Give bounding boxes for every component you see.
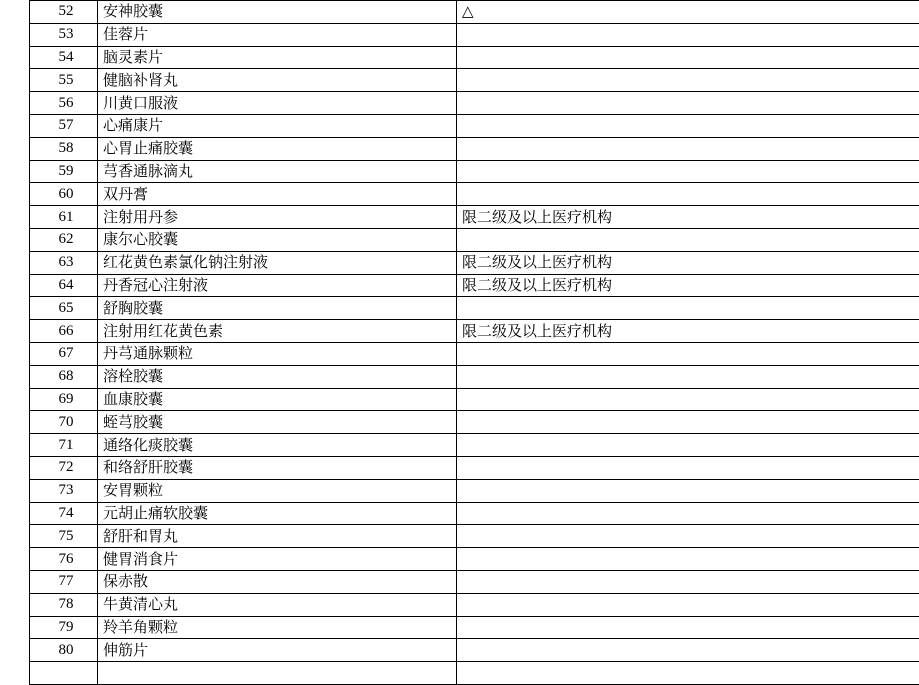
restriction-note-cell [457,434,919,457]
restriction-note-cell: 限二级及以上医疗机构 [457,206,919,229]
restriction-note-cell [457,570,919,593]
drug-name-cell: 溶栓胶囊 [98,365,457,388]
drug-name-cell: 佳蓉片 [98,23,457,46]
row-index-cell: 55 [30,69,98,92]
drug-name-cell: 和络舒肝胶囊 [98,456,457,479]
row-index-cell: 61 [30,206,98,229]
row-index-cell: 73 [30,479,98,502]
restriction-note-cell [457,69,919,92]
table-row [30,46,919,69]
restriction-note-cell [457,365,919,388]
restriction-note-cell [457,639,919,662]
row-index-cell: 56 [30,92,98,115]
drug-name-cell: 心痛康片 [98,114,457,137]
restriction-note-cell [457,92,919,115]
drug-name-cell: 芎香通脉滴丸 [98,160,457,183]
table-row [30,342,919,365]
restriction-note-cell: 限二级及以上医疗机构 [457,320,919,343]
table-row [30,502,919,525]
row-index-cell: 68 [30,365,98,388]
restriction-note-cell [457,183,919,206]
restriction-note-cell [457,46,919,69]
row-index-cell: 74 [30,502,98,525]
restriction-note-cell [457,411,919,434]
table-row [30,114,919,137]
restriction-note-cell [457,502,919,525]
drug-name-cell: 安胃颗粒 [98,479,457,502]
row-index-cell: 67 [30,342,98,365]
drug-name-cell: 注射用丹参 [98,206,457,229]
drug-name-cell: 保赤散 [98,570,457,593]
restriction-note-cell [457,548,919,571]
table-row [30,662,919,685]
table-body [30,1,919,685]
drug-name-cell: 脑灵素片 [98,46,457,69]
row-index-cell: 76 [30,548,98,571]
table-row [30,23,919,46]
row-index-cell: 70 [30,411,98,434]
restriction-note-cell [457,616,919,639]
row-index-cell: 60 [30,183,98,206]
row-index-cell: 66 [30,320,98,343]
row-index-cell: 57 [30,114,98,137]
restriction-note-cell [457,228,919,251]
drug-name-cell: 牛黄清心丸 [98,593,457,616]
restriction-note-cell [457,662,919,685]
drug-name-cell: 血康胶囊 [98,388,457,411]
drug-name-cell: 羚羊角颗粒 [98,616,457,639]
table-row [30,320,919,343]
drug-name-cell: 健脑补肾丸 [98,69,457,92]
row-index-cell: 59 [30,160,98,183]
drug-name-cell: 丹香冠心注射液 [98,274,457,297]
restriction-note-cell [457,137,919,160]
row-index-cell: 71 [30,434,98,457]
row-index-cell: 63 [30,251,98,274]
row-index-cell: 69 [30,388,98,411]
restriction-note-cell [457,456,919,479]
row-index-cell: 72 [30,456,98,479]
table-row [30,274,919,297]
restriction-note-cell: 限二级及以上医疗机构 [457,251,919,274]
row-index-cell: 78 [30,593,98,616]
row-index-cell: 64 [30,274,98,297]
row-index-cell: 75 [30,525,98,548]
table-row [30,92,919,115]
row-index-cell: 62 [30,228,98,251]
table-row [30,206,919,229]
drug-name-cell: 蛭芎胶囊 [98,411,457,434]
row-index-cell: 77 [30,570,98,593]
table-row [30,411,919,434]
table-row [30,69,919,92]
row-index-cell [30,662,98,685]
drug-name-cell [98,662,457,685]
table-row [30,388,919,411]
drug-name-cell: 丹芎通脉颗粒 [98,342,457,365]
table-row [30,228,919,251]
row-index-cell: 54 [30,46,98,69]
restriction-note-cell [457,23,919,46]
drug-name-cell: 川黄口服液 [98,92,457,115]
restriction-note-cell: 限二级及以上医疗机构 [457,274,919,297]
table-row [30,251,919,274]
row-index-cell: 52 [30,1,98,24]
restriction-note-cell: △ [457,1,919,24]
table-row [30,548,919,571]
drug-name-cell: 元胡止痛软胶囊 [98,502,457,525]
table-row [30,479,919,502]
restriction-note-cell [457,479,919,502]
table-row [30,456,919,479]
table-row [30,160,919,183]
table-row [30,525,919,548]
table-row [30,434,919,457]
table-row [30,183,919,206]
row-index-cell: 58 [30,137,98,160]
drug-name-cell: 健胃消食片 [98,548,457,571]
row-index-cell: 80 [30,639,98,662]
drug-name-cell: 舒胸胶囊 [98,297,457,320]
restriction-note-cell [457,342,919,365]
table-row [30,616,919,639]
restriction-note-cell [457,297,919,320]
restriction-note-cell [457,388,919,411]
drug-name-cell: 康尔心胶囊 [98,228,457,251]
table-row [30,639,919,662]
drug-name-cell: 注射用红花黄色素 [98,320,457,343]
row-index-cell: 65 [30,297,98,320]
drug-name-cell: 安神胶囊 [98,1,457,24]
restriction-note-cell [457,114,919,137]
table-row [30,297,919,320]
table-row [30,593,919,616]
table-row [30,365,919,388]
restriction-note-cell [457,593,919,616]
table-row [30,570,919,593]
drug-name-cell: 红花黄色素氯化钠注射液 [98,251,457,274]
restriction-note-cell [457,160,919,183]
table-row [30,137,919,160]
table-row [30,1,919,24]
drug-name-cell: 舒肝和胃丸 [98,525,457,548]
drug-list-table [29,0,919,685]
drug-name-cell: 双丹膏 [98,183,457,206]
row-index-cell: 53 [30,23,98,46]
row-index-cell: 79 [30,616,98,639]
drug-name-cell: 伸筋片 [98,639,457,662]
drug-name-cell: 心胃止痛胶囊 [98,137,457,160]
drug-name-cell: 通络化痰胶囊 [98,434,457,457]
restriction-note-cell [457,525,919,548]
